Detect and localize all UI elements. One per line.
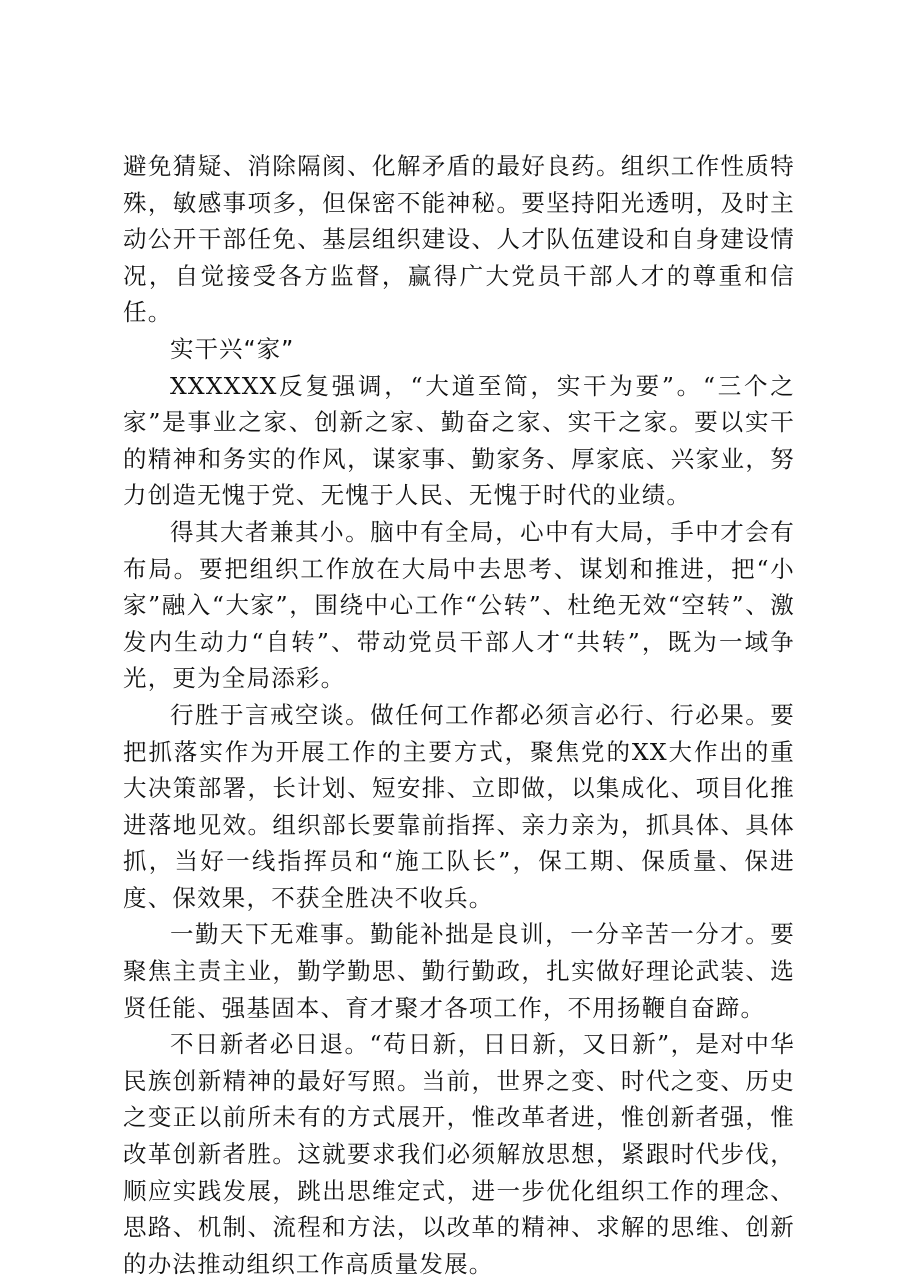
document-body <box>123 148 795 1282</box>
intro-paragraph: 避免猜疑、消除隔阂、化解矛盾的最好良药。组织工作性质特殊，敏感事项多，但保密不能神秘。要坚持阳光透明，及时主动公开干部任免、基层组织建设、人才队伍建设和自身建设情况，自觉接受各方监督，赢得广大党员干部人才的尊重和信任。 <box>123 152 795 327</box>
paragraph-3: 行胜于言戒空谈。做任何工作都必须言必行、行必果。要把抓落实作为开展工作的主要方式，聚焦党的XX大作出的重大决策部署，长计划、短安排、立即做，以集成化、项目化推进落地见效。组织部长要靠前指挥、亲力亲为，抓具体、具体抓，当好一线指挥员和“施工队长”，保工期、保质量、保进度、保效果，不获全胜决不收兵。 <box>123 700 795 912</box>
paragraph-4: 一勤天下无难事。勤能补拙是良训，一分辛苦一分才。要聚焦主责主业，勤学勤思、勤行勤政，扎实做好理论武装、选贤任能、强基固本、育才聚才各项工作，不用扬鞭自奋蹄。 <box>123 920 795 1022</box>
section-heading: 实干兴“家” <box>170 334 295 363</box>
paragraph-1: XXXXXX反复强调，“大道至简，实干为要”。“三个之家”是事业之家、创新之家、勤奋之家、实干之家。要以实干的精神和务实的作风，谋家事、勤家务、厚家底、兴家业，努力创造无愧于党、无愧于人民、无愧于时代的业绩。 <box>123 371 795 510</box>
paragraph-5: 不日新者必日退。“苟日新，日日新，又日新”，是对中华民族创新精神的最好写照。当前，世界之变、时代之变、历史之变正以前所未有的方式展开，惟改革者进，惟创新者强，惟改革创新者胜。这就要求我们必须解放思想，紧跟时代步伐，顺应实践发展，跳出思维定式，进一步优化组织工作的理念、思路、机制、流程和方法，以改革的精神、求解的思维、创新的办法推动组织工作高质量发展。 <box>123 1030 795 1278</box>
paragraph-2: 得其大者兼其小。脑中有全局，心中有大局，手中才会有布局。要把组织工作放在大局中去思考、谋划和推进，把“小家”融入“大家”，围绕中心工作“公转”、杜绝无效“空转”、激发内生动力“自转”、带动党员干部人才“共转”，既为一域争光，更为全局添彩。 <box>123 517 795 693</box>
